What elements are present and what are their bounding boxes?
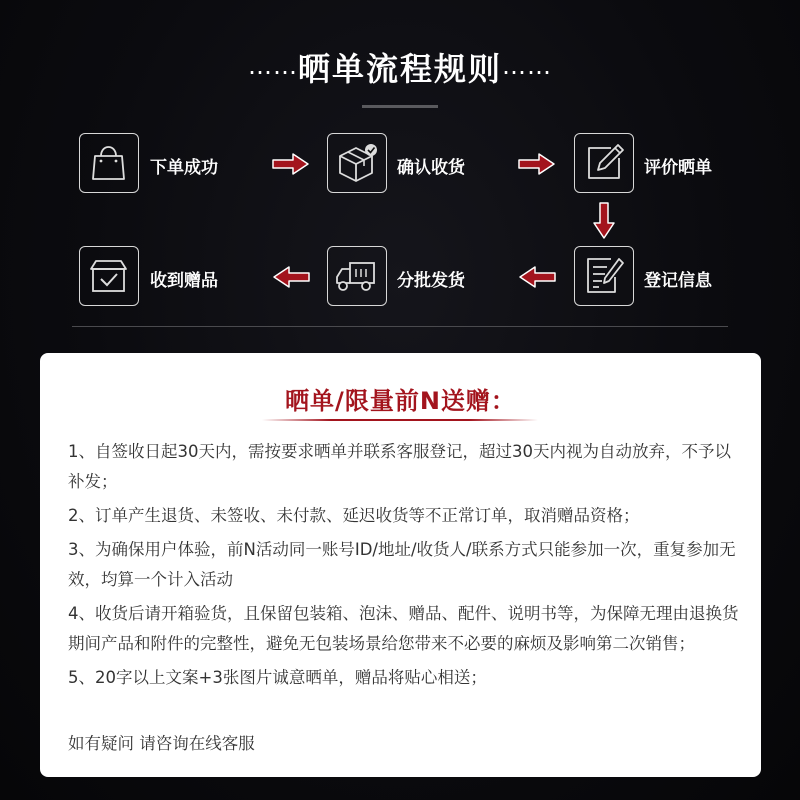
contact-note: 如有疑问 请咨询在线客服 [68,734,255,753]
arrow-left-icon [272,265,310,289]
rule-item: 3、为确保用户体验，前N活动同一账号ID/地址/收货人/联系方式只能参加一次，重复参加无效，均算一个计入活动 [68,540,736,589]
step-review [574,133,634,193]
arrow-right-icon [272,152,310,176]
arrow-left-icon [518,265,556,289]
step-receive-gift [79,246,139,306]
step-label-review: 评价晒单 [644,158,712,178]
rule-item: 2、订单产生退货、未签收、未付款、延迟收货等不正常订单，取消赠品资格； [68,506,640,525]
rule-item: 5、20字以上文案+3张图片诚意晒单，赠品将贴心相送； [68,668,487,687]
title-dots-left: …… [247,52,298,80]
page-title [0,44,800,90]
rules-title: 晒单/限量前N送赠： [285,387,516,415]
rules-card [40,353,761,777]
rules-list [68,437,740,697]
gift-box-icon [80,247,137,304]
step-batch-ship [327,246,387,306]
register-form-icon [575,247,632,304]
step-label-confirm-receipt: 确认收货 [397,158,465,178]
rule-item: 1、自签收日起30天内，需按要求晒单并联系客服登记，超过30天内视为自动放弃，不予以补发； [68,442,731,491]
arrow-right-icon [518,152,556,176]
shopping-bag-icon [80,134,137,191]
step-register-info [574,246,634,306]
title-dots-right: …… [502,52,552,80]
edit-review-icon [575,134,632,191]
step-label-batch-ship: 分批发货 [397,271,465,291]
rule-item: 4、收货后请开箱验货，且保留包装箱、泡沫、赠品、配件、说明书等，为保障无理由退换货期间产品和附件的完整性，避免无包装场景给您带来不必要的麻烦及影响第二次销售； [68,604,739,653]
step-label-receive-gift: 收到赠品 [150,271,218,291]
title-text: 晒单流程规则 [297,50,502,88]
title-underline [362,105,438,108]
step-order-success [79,133,139,193]
arrow-down-icon [592,202,616,240]
section-divider [72,326,728,327]
rules-title-underline [262,419,538,421]
step-label-order-success: 下单成功 [150,158,218,178]
package-check-icon [328,134,385,191]
step-confirm-receipt [327,133,387,193]
delivery-truck-icon [328,247,385,304]
step-label-register-info: 登记信息 [644,271,712,291]
